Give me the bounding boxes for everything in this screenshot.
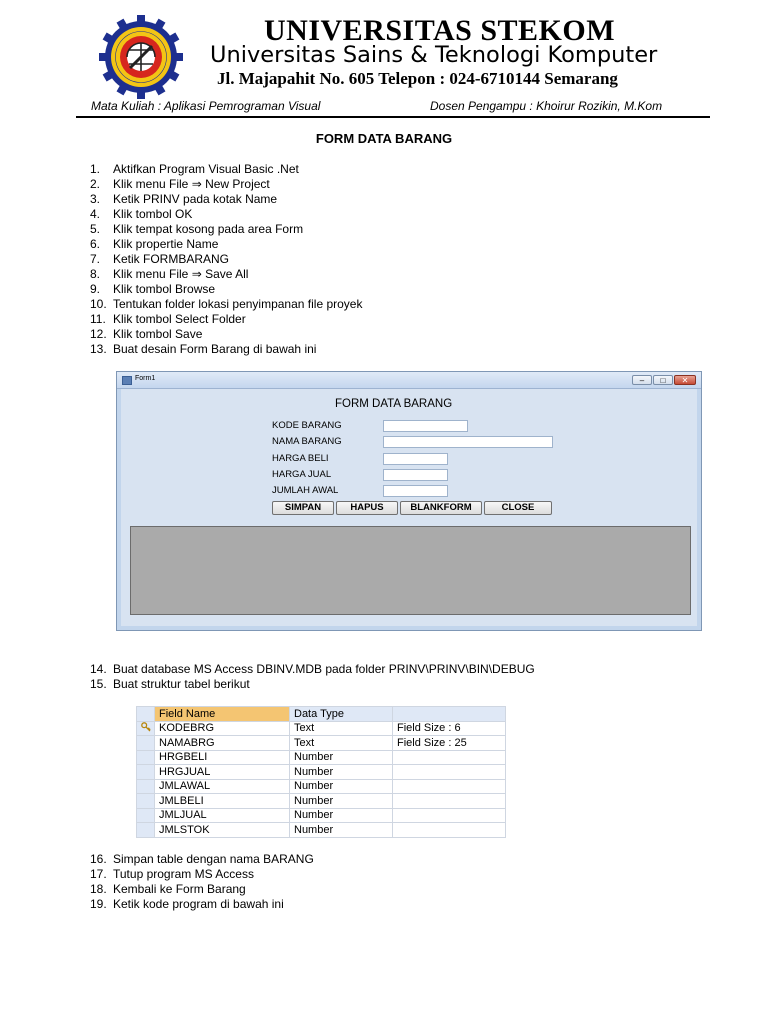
step-number: 17. bbox=[90, 867, 107, 881]
row-selector[interactable] bbox=[137, 736, 155, 751]
step-text: Ketik kode program di bawah ini bbox=[113, 897, 284, 911]
steps-list-b bbox=[90, 662, 535, 692]
step-text: Kembali ke Form Barang bbox=[113, 882, 246, 896]
table-row[interactable] bbox=[137, 808, 506, 823]
step-number: 9. bbox=[90, 282, 101, 296]
step-text: Klik tempat kosong pada area Form bbox=[113, 222, 304, 236]
field-name-cell[interactable]: JMLBELI bbox=[155, 794, 290, 809]
row-selector[interactable] bbox=[137, 794, 155, 809]
simpan-button[interactable]: SIMPAN bbox=[272, 501, 334, 515]
step-number: 14. bbox=[90, 662, 107, 676]
table-row[interactable] bbox=[137, 779, 506, 794]
step-number: 10. bbox=[90, 297, 107, 311]
table-row[interactable] bbox=[137, 794, 506, 809]
step-text: Ketik FORMBARANG bbox=[113, 252, 230, 266]
row-selector[interactable] bbox=[137, 721, 155, 736]
step-number: 12. bbox=[90, 327, 107, 341]
step-item bbox=[90, 282, 362, 297]
lecturer-name: Dosen Pengampu : Khoirur Rozikin, M.Kom bbox=[430, 99, 663, 113]
data-type-cell[interactable]: Number bbox=[290, 779, 393, 794]
maximize-icon[interactable]: □ bbox=[653, 375, 673, 385]
description-cell[interactable] bbox=[393, 750, 506, 765]
vb-window-title: Form1 bbox=[135, 375, 156, 382]
data-type-cell[interactable]: Text bbox=[290, 721, 393, 736]
step-number: 18. bbox=[90, 882, 107, 896]
step-item bbox=[90, 867, 314, 882]
description-cell[interactable] bbox=[393, 823, 506, 838]
step-text: Tutup program MS Access bbox=[113, 867, 254, 881]
header-field-name[interactable]: Field Name bbox=[155, 707, 290, 722]
university-subtitle: Universitas Sains & Teknologi Komputer bbox=[210, 42, 658, 68]
step-text: Simpan table dengan nama BARANG bbox=[113, 852, 314, 866]
step-item bbox=[90, 852, 314, 867]
step-number: 1. bbox=[90, 162, 101, 176]
field-name-cell[interactable]: KODEBRG bbox=[155, 721, 290, 736]
hapus-button[interactable]: HAPUS bbox=[336, 501, 398, 515]
step-text: Klik tombol OK bbox=[113, 207, 193, 221]
description-cell[interactable] bbox=[393, 765, 506, 780]
course-name: Mata Kuliah : Aplikasi Pemrograman Visual bbox=[91, 99, 321, 113]
table-body bbox=[137, 721, 506, 837]
row-selector-header[interactable] bbox=[137, 707, 155, 722]
step-text: Buat struktur tabel berikut bbox=[113, 677, 250, 691]
label-nama-barang: NAMA BARANG bbox=[272, 436, 342, 447]
description-cell[interactable]: Field Size : 25 bbox=[393, 736, 506, 751]
description-cell[interactable]: Field Size : 6 bbox=[393, 721, 506, 736]
course-line bbox=[91, 99, 711, 113]
harga-beli-input[interactable] bbox=[383, 453, 448, 465]
row-selector[interactable] bbox=[137, 750, 155, 765]
step-number: 3. bbox=[90, 192, 101, 206]
step-number: 5. bbox=[90, 222, 101, 236]
header-data-type[interactable]: Data Type bbox=[290, 707, 393, 722]
step-item bbox=[90, 662, 535, 677]
kode-barang-input[interactable] bbox=[383, 420, 468, 432]
data-type-cell[interactable]: Number bbox=[290, 750, 393, 765]
table-row[interactable] bbox=[137, 765, 506, 780]
step-number: 19. bbox=[90, 897, 107, 911]
table-row[interactable] bbox=[137, 750, 506, 765]
step-number: 13. bbox=[90, 342, 107, 356]
step-item bbox=[90, 342, 362, 357]
data-type-cell[interactable]: Number bbox=[290, 794, 393, 809]
blankform-button[interactable]: BLANKFORM bbox=[400, 501, 482, 515]
step-item bbox=[90, 252, 362, 267]
step-item bbox=[90, 677, 535, 692]
step-text: Klik tombol Select Folder bbox=[113, 312, 246, 326]
table-header-row bbox=[137, 707, 506, 722]
step-text: Klik tombol Browse bbox=[113, 282, 216, 296]
step-item bbox=[90, 162, 362, 177]
university-name: UNIVERSITAS STEKOM bbox=[264, 14, 616, 47]
university-address: Jl. Majapahit No. 605 Telepon : 024-6710144 Semarang bbox=[217, 69, 618, 88]
step-text: Klik tombol Save bbox=[113, 327, 203, 341]
close-button[interactable]: CLOSE bbox=[484, 501, 552, 515]
step-number: 7. bbox=[90, 252, 101, 266]
step-number: 15. bbox=[90, 677, 107, 691]
row-selector[interactable] bbox=[137, 779, 155, 794]
step-text: Buat desain Form Barang di bawah ini bbox=[113, 342, 317, 356]
field-name-cell[interactable]: JMLAWAL bbox=[155, 779, 290, 794]
step-item bbox=[90, 297, 362, 312]
jumlah-awal-input[interactable] bbox=[383, 485, 448, 497]
description-cell[interactable] bbox=[393, 794, 506, 809]
step-text: Tentukan folder lokasi penyimpanan file proyek bbox=[113, 297, 363, 311]
step-text: Klik propertie Name bbox=[113, 237, 219, 251]
step-text: Aktifkan Program Visual Basic .Net bbox=[113, 162, 299, 176]
document-title: FORM DATA BARANG bbox=[315, 131, 453, 146]
step-number: 11. bbox=[90, 312, 106, 326]
step-text: Ketik PRINV pada kotak Name bbox=[113, 192, 278, 206]
description-cell[interactable] bbox=[393, 779, 506, 794]
steps-list-c bbox=[90, 852, 314, 912]
close-icon[interactable]: ✕ bbox=[674, 375, 696, 385]
step-item bbox=[90, 312, 362, 327]
university-logo bbox=[96, 14, 186, 100]
label-jumlah-awal: JUMLAH AWAL bbox=[272, 485, 339, 496]
table-row[interactable] bbox=[137, 736, 506, 751]
row-selector[interactable] bbox=[137, 823, 155, 838]
field-name-cell[interactable]: JMLSTOK bbox=[155, 823, 290, 838]
step-item bbox=[90, 177, 362, 192]
primary-key-icon bbox=[141, 722, 151, 732]
description-cell[interactable] bbox=[393, 808, 506, 823]
step-item bbox=[90, 882, 314, 897]
step-number: 4. bbox=[90, 207, 101, 221]
row-selector[interactable] bbox=[137, 765, 155, 780]
row-selector[interactable] bbox=[137, 808, 155, 823]
step-text: Buat database MS Access DBINV.MDB pada folder PRINV\PRINV\BIN\DEBUG bbox=[113, 662, 535, 676]
table-row[interactable] bbox=[137, 721, 506, 736]
vb-titlebar bbox=[117, 372, 701, 389]
step-number: 8. bbox=[90, 267, 101, 281]
label-harga-beli: HARGA BELI bbox=[272, 453, 329, 464]
harga-jual-input[interactable] bbox=[383, 469, 448, 481]
step-item bbox=[90, 207, 362, 222]
vb-form-heading: FORM DATA BARANG bbox=[335, 398, 453, 410]
steps-list-a bbox=[90, 162, 362, 357]
field-name-cell[interactable]: JMLJUAL bbox=[155, 808, 290, 823]
vb-form-screenshot bbox=[116, 371, 702, 631]
field-name-cell[interactable]: NAMABRG bbox=[155, 736, 290, 751]
label-harga-jual: HARGA JUAL bbox=[272, 469, 332, 480]
step-number: 6. bbox=[90, 237, 101, 251]
form-app-icon bbox=[122, 376, 132, 385]
step-number: 2. bbox=[90, 177, 101, 191]
data-type-cell[interactable]: Number bbox=[290, 823, 393, 838]
step-item bbox=[90, 327, 362, 342]
step-item bbox=[90, 222, 362, 237]
data-type-cell[interactable]: Number bbox=[290, 808, 393, 823]
vb-form-client bbox=[121, 389, 697, 626]
header-description[interactable] bbox=[393, 707, 506, 722]
step-item bbox=[90, 267, 362, 282]
data-type-cell[interactable]: Text bbox=[290, 736, 393, 751]
label-kode-barang: KODE BARANG bbox=[272, 420, 342, 431]
step-item bbox=[90, 192, 362, 207]
field-name-cell[interactable]: HRGBELI bbox=[155, 750, 290, 765]
step-text: Klik menu File ⇒ Save All bbox=[113, 267, 249, 281]
table-structure bbox=[136, 706, 506, 838]
field-name-cell[interactable]: HRGJUAL bbox=[155, 765, 290, 780]
table-row[interactable] bbox=[137, 823, 506, 838]
step-text: Klik menu File ⇒ New Project bbox=[113, 177, 270, 191]
data-type-cell[interactable]: Number bbox=[290, 765, 393, 780]
data-grid-view[interactable] bbox=[130, 526, 691, 615]
header-divider bbox=[76, 116, 710, 118]
nama-barang-input[interactable] bbox=[383, 436, 553, 448]
step-number: 16. bbox=[90, 852, 107, 866]
minimize-icon[interactable]: – bbox=[632, 375, 652, 385]
step-item bbox=[90, 237, 362, 252]
step-item bbox=[90, 897, 314, 912]
